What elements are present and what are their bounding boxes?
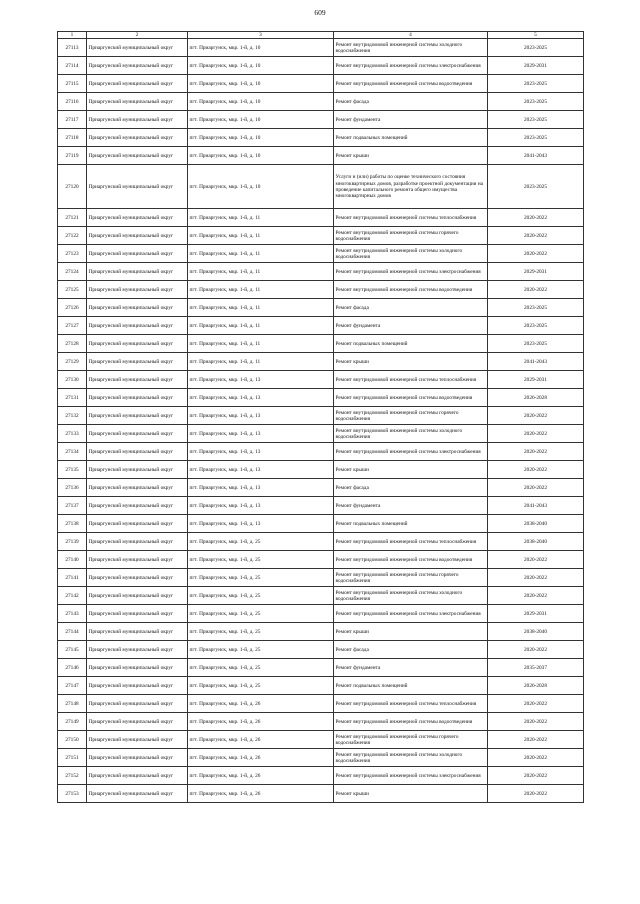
table-row: [58, 317, 584, 335]
municipality-cell: Приаргунский муниципальный округ: [87, 695, 188, 713]
address-cell: пгт. Приаргунск, мкр. 1-й, д. 10: [188, 165, 334, 209]
address-cell: пгт. Приаргунск, мкр. 1-й, д. 10: [188, 147, 334, 165]
row-number: 27136: [58, 479, 87, 497]
table-row: [58, 263, 584, 281]
address-cell: пгт. Приаргунск, мкр. 1-й, д. 11: [188, 281, 334, 299]
table-header: [58, 32, 584, 39]
table-row: [58, 515, 584, 533]
row-number: 27153: [58, 785, 87, 803]
page-number: 609: [314, 8, 326, 17]
work-type-cell: Ремонт фасада: [334, 299, 488, 317]
address-cell: пгт. Приаргунск, мкр. 1-й, д. 25: [188, 587, 334, 605]
period-cell: 2020-2022: [488, 227, 584, 245]
period-cell: 2023-2025: [488, 299, 584, 317]
work-type-cell: Ремонт внутридомовой инженерной системы горячего водоснабжения: [334, 569, 488, 587]
address-cell: пгт. Приаргунск, мкр. 1-й, д. 25: [188, 533, 334, 551]
period-cell: 2023-2025: [488, 111, 584, 129]
municipality-cell: Приаргунский муниципальный округ: [87, 731, 188, 749]
table-row: [58, 371, 584, 389]
work-type-cell: Ремонт подвальных помещений: [334, 335, 488, 353]
municipality-cell: Приаргунский муниципальный округ: [87, 93, 188, 111]
period-cell: 2023-2025: [488, 39, 584, 57]
municipality-cell: Приаргунский муниципальный округ: [87, 641, 188, 659]
municipality-cell: Приаргунский муниципальный округ: [87, 677, 188, 695]
row-number: 27129: [58, 353, 87, 371]
municipality-cell: Приаргунский муниципальный округ: [87, 443, 188, 461]
municipality-cell: Приаргунский муниципальный округ: [87, 623, 188, 641]
work-type-cell: Ремонт внутридомовой инженерной системы горячего водоснабжения: [334, 227, 488, 245]
row-number: 27118: [58, 129, 87, 147]
municipality-cell: Приаргунский муниципальный округ: [87, 299, 188, 317]
table-row: [58, 533, 584, 551]
work-type-cell: Ремонт внутридомовой инженерной системы теплоснабжения: [334, 209, 488, 227]
address-cell: пгт. Приаргунск, мкр. 1-й, д. 26: [188, 731, 334, 749]
row-number: 27117: [58, 111, 87, 129]
address-cell: пгт. Приаргунск, мкр. 1-й, д. 13: [188, 407, 334, 425]
period-cell: 2038-2040: [488, 533, 584, 551]
work-type-cell: Ремонт фасада: [334, 641, 488, 659]
row-number: 27135: [58, 461, 87, 479]
table-row: [58, 497, 584, 515]
address-cell: пгт. Приаргунск, мкр. 1-й, д. 11: [188, 317, 334, 335]
header-col-4: 4: [334, 32, 488, 39]
municipality-cell: Приаргунский муниципальный округ: [87, 245, 188, 263]
address-cell: пгт. Приаргунск, мкр. 1-й, д. 25: [188, 623, 334, 641]
table-row: [58, 569, 584, 587]
work-type-cell: Ремонт подвальных помещений: [334, 515, 488, 533]
row-number: 27123: [58, 245, 87, 263]
work-type-cell: Ремонт внутридомовой инженерной системы электроснабжения: [334, 443, 488, 461]
work-type-cell: Ремонт внутридомовой инженерной системы горячего водоснабжения: [334, 407, 488, 425]
work-type-cell: Ремонт внутридомовой инженерной системы водоотведения: [334, 713, 488, 731]
period-cell: 2041-2043: [488, 147, 584, 165]
address-cell: пгт. Приаргунск, мкр. 1-й, д. 25: [188, 605, 334, 623]
row-number: 27133: [58, 425, 87, 443]
period-cell: 2023-2025: [488, 75, 584, 93]
period-cell: 2026-2028: [488, 389, 584, 407]
row-number: 27128: [58, 335, 87, 353]
address-cell: пгт. Приаргунск, мкр. 1-й, д. 11: [188, 299, 334, 317]
header-col-5: 5: [488, 32, 584, 39]
address-cell: пгт. Приаргунск, мкр. 1-й, д. 10: [188, 111, 334, 129]
address-cell: пгт. Приаргунск, мкр. 1-й, д. 10: [188, 93, 334, 111]
work-type-cell: Ремонт крыши: [334, 147, 488, 165]
address-cell: пгт. Приаргунск, мкр. 1-й, д. 13: [188, 425, 334, 443]
header-row: [58, 32, 584, 39]
table-row: [58, 75, 584, 93]
work-type-cell: Ремонт крыши: [334, 353, 488, 371]
work-type-cell: Ремонт внутридомовой инженерной системы теплоснабжения: [334, 533, 488, 551]
table-row: [58, 443, 584, 461]
address-cell: пгт. Приаргунск, мкр. 1-й, д. 26: [188, 713, 334, 731]
table-row: [58, 551, 584, 569]
municipality-cell: Приаргунский муниципальный округ: [87, 281, 188, 299]
address-cell: пгт. Приаргунск, мкр. 1-й, д. 10: [188, 75, 334, 93]
municipality-cell: Приаргунский муниципальный округ: [87, 587, 188, 605]
work-type-cell: Ремонт подвальных помещений: [334, 677, 488, 695]
row-number: 27121: [58, 209, 87, 227]
work-type-cell: Ремонт внутридомовой инженерной системы холодного водоснабжения: [334, 587, 488, 605]
table-body: [58, 39, 584, 803]
municipality-cell: Приаргунский муниципальный округ: [87, 165, 188, 209]
row-number: 27150: [58, 731, 87, 749]
row-number: 27140: [58, 551, 87, 569]
row-number: 27139: [58, 533, 87, 551]
address-cell: пгт. Приаргунск, мкр. 1-й, д. 11: [188, 263, 334, 281]
municipality-cell: Приаргунский муниципальный округ: [87, 227, 188, 245]
work-type-cell: Ремонт фундамента: [334, 659, 488, 677]
municipality-cell: Приаргунский муниципальный округ: [87, 57, 188, 75]
period-cell: 2020-2022: [488, 281, 584, 299]
work-type-cell: Ремонт подвальных помещений: [334, 129, 488, 147]
address-cell: пгт. Приаргунск, мкр. 1-й, д. 13: [188, 389, 334, 407]
period-cell: 2026-2028: [488, 677, 584, 695]
table-row: [58, 479, 584, 497]
address-cell: пгт. Приаргунск, мкр. 1-й, д. 11: [188, 335, 334, 353]
work-type-cell: Ремонт внутридомовой инженерной системы горячего водоснабжения: [334, 731, 488, 749]
row-number: 27130: [58, 371, 87, 389]
row-number: 27151: [58, 749, 87, 767]
address-cell: пгт. Приаргунск, мкр. 1-й, д. 25: [188, 551, 334, 569]
table-row: [58, 587, 584, 605]
table-row: [58, 227, 584, 245]
municipality-cell: Приаргунский муниципальный округ: [87, 479, 188, 497]
address-cell: пгт. Приаргунск, мкр. 1-й, д. 26: [188, 695, 334, 713]
address-cell: пгт. Приаргунск, мкр. 1-й, д. 25: [188, 677, 334, 695]
work-type-cell: Ремонт внутридомовой инженерной системы холодного водоснабжения: [334, 425, 488, 443]
work-type-cell: Ремонт внутридомовой инженерной системы водоотведения: [334, 75, 488, 93]
work-type-cell: Ремонт внутридомовой инженерной системы электроснабжения: [334, 57, 488, 75]
table-row: [58, 209, 584, 227]
work-type-cell: Ремонт фундамента: [334, 111, 488, 129]
municipality-cell: Приаргунский муниципальный округ: [87, 605, 188, 623]
work-type-cell: Ремонт внутридомовой инженерной системы водоотведения: [334, 281, 488, 299]
table-row: [58, 461, 584, 479]
table-row: [58, 245, 584, 263]
address-cell: пгт. Приаргунск, мкр. 1-й, д. 10: [188, 39, 334, 57]
municipality-cell: Приаргунский муниципальный округ: [87, 39, 188, 57]
row-number: 27148: [58, 695, 87, 713]
work-type-cell: Ремонт внутридомовой инженерной системы электроснабжения: [334, 767, 488, 785]
municipality-cell: Приаргунский муниципальный округ: [87, 767, 188, 785]
work-type-cell: Ремонт внутридомовой инженерной системы холодного водоснабжения: [334, 245, 488, 263]
municipality-cell: Приаргунский муниципальный округ: [87, 425, 188, 443]
work-type-cell: Ремонт внутридомовой инженерной системы теплоснабжения: [334, 371, 488, 389]
work-type-cell: Ремонт внутридомовой инженерной системы электроснабжения: [334, 605, 488, 623]
table-row: [58, 93, 584, 111]
period-cell: 2041-2043: [488, 353, 584, 371]
period-cell: 2023-2025: [488, 129, 584, 147]
work-type-cell: Ремонт внутридомовой инженерной системы водоотведения: [334, 389, 488, 407]
address-cell: пгт. Приаргунск, мкр. 1-й, д. 26: [188, 785, 334, 803]
address-cell: пгт. Приаргунск, мкр. 1-й, д. 11: [188, 353, 334, 371]
table-row: [58, 335, 584, 353]
row-number: 27119: [58, 147, 87, 165]
row-number: 27138: [58, 515, 87, 533]
address-cell: пгт. Приаргунск, мкр. 1-й, д. 13: [188, 479, 334, 497]
period-cell: 2020-2022: [488, 569, 584, 587]
municipality-cell: Приаргунский муниципальный округ: [87, 407, 188, 425]
table-row: [58, 407, 584, 425]
work-type-cell: Ремонт внутридомовой инженерной системы теплоснабжения: [334, 695, 488, 713]
table-row: [58, 677, 584, 695]
work-type-cell: Ремонт фасада: [334, 479, 488, 497]
work-type-cell: Ремонт фундамента: [334, 497, 488, 515]
row-number: 27145: [58, 641, 87, 659]
period-cell: 2020-2022: [488, 641, 584, 659]
row-number: 27115: [58, 75, 87, 93]
address-cell: пгт. Приаргунск, мкр. 1-й, д. 10: [188, 129, 334, 147]
municipality-cell: Приаргунский муниципальный округ: [87, 129, 188, 147]
row-number: 27116: [58, 93, 87, 111]
work-type-cell: Ремонт крыши: [334, 461, 488, 479]
period-cell: 2020-2022: [488, 209, 584, 227]
table-row: [58, 111, 584, 129]
municipality-cell: Приаргунский муниципальный округ: [87, 533, 188, 551]
row-number: 27142: [58, 587, 87, 605]
municipality-cell: Приаргунский муниципальный округ: [87, 551, 188, 569]
period-cell: 2020-2022: [488, 785, 584, 803]
period-cell: 2035-2037: [488, 659, 584, 677]
work-type-cell: Ремонт внутридомовой инженерной системы холодного водоснабжения: [334, 39, 488, 57]
row-number: 27114: [58, 57, 87, 75]
table-row: [58, 749, 584, 767]
row-number: 27134: [58, 443, 87, 461]
address-cell: пгт. Приаргунск, мкр. 1-й, д. 13: [188, 515, 334, 533]
period-cell: 2020-2022: [488, 245, 584, 263]
row-number: 27127: [58, 317, 87, 335]
row-number: 27149: [58, 713, 87, 731]
work-type-cell: Ремонт фасада: [334, 93, 488, 111]
period-cell: 2020-2022: [488, 551, 584, 569]
table-row: [58, 389, 584, 407]
period-cell: 2020-2022: [488, 767, 584, 785]
address-cell: пгт. Приаргунск, мкр. 1-й, д. 25: [188, 659, 334, 677]
address-cell: пгт. Приаргунск, мкр. 1-й, д. 11: [188, 245, 334, 263]
period-cell: 2023-2025: [488, 93, 584, 111]
table-row: [58, 165, 584, 209]
period-cell: 2020-2022: [488, 695, 584, 713]
work-type-cell: Ремонт крыши: [334, 785, 488, 803]
header-col-3: 3: [188, 32, 334, 39]
table-row: [58, 785, 584, 803]
work-type-cell: Ремонт крыши: [334, 623, 488, 641]
municipality-cell: Приаргунский муниципальный округ: [87, 515, 188, 533]
municipality-cell: Приаргунский муниципальный округ: [87, 497, 188, 515]
row-number: 27143: [58, 605, 87, 623]
period-cell: 2029-2031: [488, 371, 584, 389]
address-cell: пгт. Приаргунск, мкр. 1-й, д. 25: [188, 641, 334, 659]
period-cell: 2020-2022: [488, 407, 584, 425]
row-number: 27141: [58, 569, 87, 587]
period-cell: 2041-2043: [488, 497, 584, 515]
period-cell: 2029-2031: [488, 263, 584, 281]
municipality-cell: Приаргунский муниципальный округ: [87, 147, 188, 165]
address-cell: пгт. Приаргунск, мкр. 1-й, д. 13: [188, 443, 334, 461]
row-number: 27120: [58, 165, 87, 209]
table-row: [58, 281, 584, 299]
table-row: [58, 731, 584, 749]
period-cell: 2038-2040: [488, 515, 584, 533]
table-row: [58, 767, 584, 785]
row-number: 27131: [58, 389, 87, 407]
capital-repair-table: [57, 31, 584, 803]
address-cell: пгт. Приаргунск, мкр. 1-й, д. 26: [188, 749, 334, 767]
table-row: [58, 623, 584, 641]
address-cell: пгт. Приаргунск, мкр. 1-й, д. 11: [188, 227, 334, 245]
table-row: [58, 147, 584, 165]
address-cell: пгт. Приаргунск, мкр. 1-й, д. 13: [188, 461, 334, 479]
table-row: [58, 353, 584, 371]
period-cell: 2020-2022: [488, 479, 584, 497]
header-col-2: 2: [87, 32, 188, 39]
municipality-cell: Приаргунский муниципальный округ: [87, 389, 188, 407]
municipality-cell: Приаргунский муниципальный округ: [87, 659, 188, 677]
address-cell: пгт. Приаргунск, мкр. 1-й, д. 26: [188, 767, 334, 785]
period-cell: 2020-2022: [488, 713, 584, 731]
address-cell: пгт. Приаргунск, мкр. 1-й, д. 13: [188, 371, 334, 389]
row-number: 27146: [58, 659, 87, 677]
address-cell: пгт. Приаргунск, мкр. 1-й, д. 11: [188, 209, 334, 227]
period-cell: 2020-2022: [488, 749, 584, 767]
municipality-cell: Приаргунский муниципальный округ: [87, 461, 188, 479]
row-number: 27125: [58, 281, 87, 299]
table-row: [58, 425, 584, 443]
table-row: [58, 659, 584, 677]
row-number: 27152: [58, 767, 87, 785]
municipality-cell: Приаргунский муниципальный округ: [87, 371, 188, 389]
municipality-cell: Приаргунский муниципальный округ: [87, 785, 188, 803]
work-type-cell: Ремонт внутридомовой инженерной системы водоотведения: [334, 551, 488, 569]
table-row: [58, 299, 584, 317]
row-number: 27126: [58, 299, 87, 317]
row-number: 27144: [58, 623, 87, 641]
municipality-cell: Приаргунский муниципальный округ: [87, 713, 188, 731]
row-number: 27132: [58, 407, 87, 425]
table-row: [58, 713, 584, 731]
table-row: [58, 695, 584, 713]
period-cell: 2029-2031: [488, 605, 584, 623]
period-cell: 2023-2025: [488, 317, 584, 335]
work-type-cell: Услуги и (или) работы по оценке технического состояния многоквартирных домов, разработке проектной документации на проведение капитального ремонта общего имущества многоквартирных домов: [334, 165, 488, 209]
period-cell: 2020-2022: [488, 425, 584, 443]
address-cell: пгт. Приаргунск, мкр. 1-й, д. 13: [188, 497, 334, 515]
table-row: [58, 605, 584, 623]
period-cell: 2029-2031: [488, 57, 584, 75]
municipality-cell: Приаргунский муниципальный округ: [87, 317, 188, 335]
address-cell: пгт. Приаргунск, мкр. 1-й, д. 25: [188, 569, 334, 587]
table-row: [58, 129, 584, 147]
period-cell: 2020-2022: [488, 731, 584, 749]
municipality-cell: Приаргунский муниципальный округ: [87, 209, 188, 227]
period-cell: 2020-2022: [488, 587, 584, 605]
period-cell: 2023-2025: [488, 335, 584, 353]
municipality-cell: Приаргунский муниципальный округ: [87, 111, 188, 129]
municipality-cell: Приаргунский муниципальный округ: [87, 335, 188, 353]
period-cell: 2020-2022: [488, 443, 584, 461]
municipality-cell: Приаргунский муниципальный округ: [87, 749, 188, 767]
municipality-cell: Приаргунский муниципальный округ: [87, 569, 188, 587]
work-type-cell: Ремонт внутридомовой инженерной системы электроснабжения: [334, 263, 488, 281]
row-number: 27137: [58, 497, 87, 515]
address-cell: пгт. Приаргунск, мкр. 1-й, д. 10: [188, 57, 334, 75]
municipality-cell: Приаргунский муниципальный округ: [87, 75, 188, 93]
work-type-cell: Ремонт внутридомовой инженерной системы холодного водоснабжения: [334, 749, 488, 767]
header-col-1: 1: [58, 32, 87, 39]
table-row: [58, 57, 584, 75]
municipality-cell: Приаргунский муниципальный округ: [87, 263, 188, 281]
table-row: [58, 641, 584, 659]
row-number: 27122: [58, 227, 87, 245]
period-cell: 2023-2025: [488, 165, 584, 209]
row-number: 27124: [58, 263, 87, 281]
period-cell: 2038-2040: [488, 623, 584, 641]
municipality-cell: Приаргунский муниципальный округ: [87, 353, 188, 371]
table-row: [58, 39, 584, 57]
period-cell: 2020-2022: [488, 461, 584, 479]
work-type-cell: Ремонт фундамента: [334, 317, 488, 335]
row-number: 27147: [58, 677, 87, 695]
row-number: 27113: [58, 39, 87, 57]
